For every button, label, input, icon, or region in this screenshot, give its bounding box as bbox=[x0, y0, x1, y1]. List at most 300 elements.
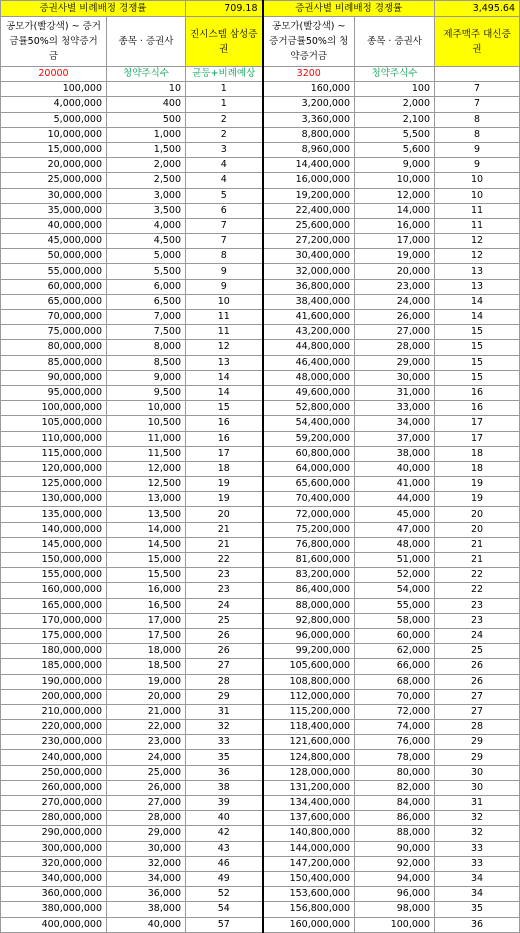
right-shares-cell: 68,000 bbox=[355, 674, 435, 689]
left-allocation-cell: 36 bbox=[186, 765, 263, 780]
table-row bbox=[1, 158, 520, 173]
right-allocation-cell: 22 bbox=[435, 583, 520, 598]
table-row bbox=[1, 811, 520, 826]
right-competition-rate: 3,495.64 bbox=[435, 1, 520, 17]
table-row bbox=[1, 780, 520, 795]
left-allocation-cell: 31 bbox=[186, 704, 263, 719]
left-deposit-cell: 45,000,000 bbox=[1, 234, 107, 249]
right-header-stock: 종목 · 증권사 bbox=[355, 17, 435, 67]
right-shares-cell: 14,000 bbox=[355, 203, 435, 218]
right-allocation-cell: 19 bbox=[435, 492, 520, 507]
left-method-label: 균등+비례예상 bbox=[186, 67, 263, 82]
left-shares-cell: 5,500 bbox=[107, 264, 186, 279]
left-deposit-cell: 145,000,000 bbox=[1, 537, 107, 552]
right-deposit-cell: 150,400,000 bbox=[263, 871, 355, 886]
left-allocation-cell: 14 bbox=[186, 370, 263, 385]
left-shares-cell: 40,000 bbox=[107, 917, 186, 932]
left-deposit-cell: 165,000,000 bbox=[1, 598, 107, 613]
left-deposit-cell: 120,000,000 bbox=[1, 461, 107, 476]
left-offer-price: 20000 bbox=[1, 67, 107, 82]
table-row bbox=[1, 750, 520, 765]
right-allocation-cell: 15 bbox=[435, 340, 520, 355]
left-shares-cell: 16,500 bbox=[107, 598, 186, 613]
right-method-label bbox=[435, 67, 520, 82]
left-deposit-cell: 60,000,000 bbox=[1, 279, 107, 294]
left-allocation-cell: 35 bbox=[186, 750, 263, 765]
left-shares-cell: 6,000 bbox=[107, 279, 186, 294]
right-allocation-cell: 11 bbox=[435, 218, 520, 233]
right-deposit-cell: 124,800,000 bbox=[263, 750, 355, 765]
table-row bbox=[1, 249, 520, 264]
right-deposit-cell: 54,400,000 bbox=[263, 416, 355, 431]
left-allocation-cell: 33 bbox=[186, 735, 263, 750]
left-deposit-cell: 180,000,000 bbox=[1, 644, 107, 659]
right-deposit-cell: 52,800,000 bbox=[263, 401, 355, 416]
left-allocation-cell: 5 bbox=[186, 188, 263, 203]
table-row bbox=[1, 279, 520, 294]
right-deposit-cell: 81,600,000 bbox=[263, 553, 355, 568]
left-shares-cell: 17,000 bbox=[107, 613, 186, 628]
left-shares-cell: 38,000 bbox=[107, 902, 186, 917]
table-row bbox=[1, 173, 520, 188]
left-shares-cell: 3,000 bbox=[107, 188, 186, 203]
table-row bbox=[1, 613, 520, 628]
right-allocation-cell: 15 bbox=[435, 370, 520, 385]
right-allocation-cell: 15 bbox=[435, 355, 520, 370]
right-allocation-cell: 25 bbox=[435, 644, 520, 659]
right-allocation-cell: 14 bbox=[435, 294, 520, 309]
table-row bbox=[1, 97, 520, 112]
right-shares-cell: 100,000 bbox=[355, 917, 435, 932]
left-shares-cell: 28,000 bbox=[107, 811, 186, 826]
left-deposit-cell: 110,000,000 bbox=[1, 431, 107, 446]
left-title: 증권사별 비례배정 경쟁률 bbox=[1, 1, 186, 17]
left-shares-cell: 4,000 bbox=[107, 218, 186, 233]
left-allocation-cell: 28 bbox=[186, 674, 263, 689]
left-allocation-cell: 2 bbox=[186, 112, 263, 127]
table-row bbox=[1, 264, 520, 279]
right-allocation-cell: 35 bbox=[435, 902, 520, 917]
right-shares-cell: 84,000 bbox=[355, 796, 435, 811]
table-row bbox=[1, 628, 520, 643]
right-allocation-cell: 21 bbox=[435, 537, 520, 552]
right-shares-label: 청약주식수 bbox=[355, 67, 435, 82]
left-allocation-cell: 16 bbox=[186, 431, 263, 446]
left-allocation-cell: 49 bbox=[186, 871, 263, 886]
table-row bbox=[1, 401, 520, 416]
right-shares-cell: 58,000 bbox=[355, 613, 435, 628]
right-deposit-cell: 96,000,000 bbox=[263, 628, 355, 643]
left-allocation-cell: 9 bbox=[186, 279, 263, 294]
table-row bbox=[1, 203, 520, 218]
right-deposit-cell: 105,600,000 bbox=[263, 659, 355, 674]
left-deposit-cell: 130,000,000 bbox=[1, 492, 107, 507]
right-shares-cell: 29,000 bbox=[355, 355, 435, 370]
left-shares-cell: 400 bbox=[107, 97, 186, 112]
right-shares-cell: 31,000 bbox=[355, 385, 435, 400]
right-allocation-cell: 34 bbox=[435, 887, 520, 902]
right-shares-cell: 74,000 bbox=[355, 720, 435, 735]
left-allocation-cell: 42 bbox=[186, 826, 263, 841]
right-allocation-cell: 17 bbox=[435, 416, 520, 431]
right-deposit-cell: 59,200,000 bbox=[263, 431, 355, 446]
table-row bbox=[1, 127, 520, 142]
left-allocation-cell: 3 bbox=[186, 142, 263, 157]
left-shares-cell: 36,000 bbox=[107, 887, 186, 902]
right-allocation-cell: 18 bbox=[435, 446, 520, 461]
left-shares-cell: 10,000 bbox=[107, 401, 186, 416]
right-allocation-cell: 18 bbox=[435, 461, 520, 476]
right-allocation-cell: 9 bbox=[435, 158, 520, 173]
right-title: 증권사별 비례배정 경쟁률 bbox=[263, 1, 435, 17]
left-deposit-cell: 80,000,000 bbox=[1, 340, 107, 355]
left-allocation-cell: 46 bbox=[186, 856, 263, 871]
right-deposit-cell: 99,200,000 bbox=[263, 644, 355, 659]
right-allocation-cell: 23 bbox=[435, 613, 520, 628]
right-deposit-cell: 83,200,000 bbox=[263, 568, 355, 583]
left-allocation-cell: 4 bbox=[186, 173, 263, 188]
left-deposit-cell: 100,000,000 bbox=[1, 401, 107, 416]
right-allocation-cell: 33 bbox=[435, 856, 520, 871]
left-allocation-cell: 9 bbox=[186, 264, 263, 279]
right-deposit-cell: 144,000,000 bbox=[263, 841, 355, 856]
left-deposit-cell: 15,000,000 bbox=[1, 142, 107, 157]
left-shares-cell: 9,000 bbox=[107, 370, 186, 385]
table-row bbox=[1, 234, 520, 249]
left-allocation-cell: 13 bbox=[186, 355, 263, 370]
table-row bbox=[1, 416, 520, 431]
right-deposit-cell: 64,000,000 bbox=[263, 461, 355, 476]
right-allocation-cell: 15 bbox=[435, 325, 520, 340]
table-row bbox=[1, 583, 520, 598]
left-shares-cell: 14,500 bbox=[107, 537, 186, 552]
right-deposit-cell: 30,400,000 bbox=[263, 249, 355, 264]
right-allocation-cell: 29 bbox=[435, 750, 520, 765]
left-deposit-cell: 115,000,000 bbox=[1, 446, 107, 461]
table-row bbox=[1, 188, 520, 203]
left-deposit-cell: 260,000,000 bbox=[1, 780, 107, 795]
right-allocation-cell: 32 bbox=[435, 826, 520, 841]
left-allocation-cell: 12 bbox=[186, 340, 263, 355]
left-header-stock: 종목 · 증권사 bbox=[107, 17, 186, 67]
left-deposit-cell: 35,000,000 bbox=[1, 203, 107, 218]
left-allocation-cell: 38 bbox=[186, 780, 263, 795]
left-deposit-cell: 30,000,000 bbox=[1, 188, 107, 203]
left-allocation-cell: 26 bbox=[186, 644, 263, 659]
left-deposit-cell: 50,000,000 bbox=[1, 249, 107, 264]
left-shares-cell: 22,000 bbox=[107, 720, 186, 735]
right-deposit-cell: 48,000,000 bbox=[263, 370, 355, 385]
left-allocation-cell: 20 bbox=[186, 507, 263, 522]
left-allocation-cell: 11 bbox=[186, 310, 263, 325]
left-shares-cell: 18,500 bbox=[107, 659, 186, 674]
left-deposit-cell: 270,000,000 bbox=[1, 796, 107, 811]
left-deposit-cell: 200,000,000 bbox=[1, 689, 107, 704]
left-shares-cell: 4,500 bbox=[107, 234, 186, 249]
left-allocation-cell: 11 bbox=[186, 325, 263, 340]
right-shares-cell: 48,000 bbox=[355, 537, 435, 552]
table-row bbox=[1, 704, 520, 719]
left-shares-cell: 32,000 bbox=[107, 856, 186, 871]
left-allocation-cell: 23 bbox=[186, 568, 263, 583]
right-shares-cell: 51,000 bbox=[355, 553, 435, 568]
right-shares-cell: 80,000 bbox=[355, 765, 435, 780]
left-header-deposit: 공모가(빨강색) ~ 증거금률50%의 청약증거금 bbox=[1, 17, 107, 67]
right-shares-cell: 2,100 bbox=[355, 112, 435, 127]
left-allocation-cell: 21 bbox=[186, 522, 263, 537]
right-deposit-cell: 160,000 bbox=[263, 82, 355, 97]
right-shares-cell: 40,000 bbox=[355, 461, 435, 476]
left-shares-cell: 12,000 bbox=[107, 461, 186, 476]
table-row bbox=[1, 856, 520, 871]
right-allocation-cell: 10 bbox=[435, 173, 520, 188]
right-allocation-cell: 26 bbox=[435, 659, 520, 674]
right-deposit-cell: 108,800,000 bbox=[263, 674, 355, 689]
right-allocation-cell: 8 bbox=[435, 112, 520, 127]
right-deposit-cell: 115,200,000 bbox=[263, 704, 355, 719]
right-shares-cell: 27,000 bbox=[355, 325, 435, 340]
left-shares-cell: 11,500 bbox=[107, 446, 186, 461]
right-shares-cell: 100 bbox=[355, 82, 435, 97]
left-shares-cell: 1,000 bbox=[107, 127, 186, 142]
left-deposit-cell: 105,000,000 bbox=[1, 416, 107, 431]
right-shares-cell: 44,000 bbox=[355, 492, 435, 507]
left-shares-cell: 10 bbox=[107, 82, 186, 97]
right-deposit-cell: 49,600,000 bbox=[263, 385, 355, 400]
left-deposit-cell: 75,000,000 bbox=[1, 325, 107, 340]
right-shares-cell: 52,000 bbox=[355, 568, 435, 583]
right-allocation-cell: 30 bbox=[435, 765, 520, 780]
right-deposit-cell: 153,600,000 bbox=[263, 887, 355, 902]
left-shares-cell: 30,000 bbox=[107, 841, 186, 856]
table-row bbox=[1, 887, 520, 902]
left-shares-cell: 500 bbox=[107, 112, 186, 127]
right-shares-cell: 92,000 bbox=[355, 856, 435, 871]
right-shares-cell: 78,000 bbox=[355, 750, 435, 765]
left-shares-cell: 19,000 bbox=[107, 674, 186, 689]
right-deposit-cell: 112,000,000 bbox=[263, 689, 355, 704]
left-shares-cell: 27,000 bbox=[107, 796, 186, 811]
right-shares-cell: 76,000 bbox=[355, 735, 435, 750]
left-allocation-cell: 54 bbox=[186, 902, 263, 917]
table-row bbox=[1, 826, 520, 841]
right-allocation-cell: 11 bbox=[435, 203, 520, 218]
right-deposit-cell: 46,400,000 bbox=[263, 355, 355, 370]
right-shares-cell: 45,000 bbox=[355, 507, 435, 522]
table-row bbox=[1, 765, 520, 780]
left-deposit-cell: 380,000,000 bbox=[1, 902, 107, 917]
right-allocation-cell: 29 bbox=[435, 735, 520, 750]
right-deposit-cell: 3,360,000 bbox=[263, 112, 355, 127]
right-allocation-cell: 28 bbox=[435, 720, 520, 735]
left-deposit-cell: 140,000,000 bbox=[1, 522, 107, 537]
left-shares-cell: 7,000 bbox=[107, 310, 186, 325]
right-allocation-cell: 23 bbox=[435, 598, 520, 613]
table-row bbox=[1, 689, 520, 704]
right-allocation-cell: 12 bbox=[435, 234, 520, 249]
left-allocation-cell: 7 bbox=[186, 234, 263, 249]
right-deposit-cell: 38,400,000 bbox=[263, 294, 355, 309]
left-shares-cell: 12,500 bbox=[107, 477, 186, 492]
left-allocation-cell: 18 bbox=[186, 461, 263, 476]
right-deposit-cell: 14,400,000 bbox=[263, 158, 355, 173]
right-allocation-cell: 27 bbox=[435, 704, 520, 719]
left-deposit-cell: 175,000,000 bbox=[1, 628, 107, 643]
left-deposit-cell: 185,000,000 bbox=[1, 659, 107, 674]
right-shares-cell: 17,000 bbox=[355, 234, 435, 249]
right-deposit-cell: 88,000,000 bbox=[263, 598, 355, 613]
right-deposit-cell: 160,000,000 bbox=[263, 917, 355, 932]
left-allocation-cell: 27 bbox=[186, 659, 263, 674]
right-allocation-cell: 19 bbox=[435, 477, 520, 492]
left-allocation-cell: 6 bbox=[186, 203, 263, 218]
left-allocation-cell: 17 bbox=[186, 446, 263, 461]
right-shares-cell: 70,000 bbox=[355, 689, 435, 704]
table-row bbox=[1, 492, 520, 507]
left-shares-cell: 20,000 bbox=[107, 689, 186, 704]
right-allocation-cell: 16 bbox=[435, 385, 520, 400]
table-row bbox=[1, 507, 520, 522]
left-deposit-cell: 20,000,000 bbox=[1, 158, 107, 173]
left-shares-cell: 13,000 bbox=[107, 492, 186, 507]
left-deposit-cell: 95,000,000 bbox=[1, 385, 107, 400]
right-shares-cell: 10,000 bbox=[355, 173, 435, 188]
right-allocation-cell: 31 bbox=[435, 796, 520, 811]
left-shares-cell: 17,500 bbox=[107, 628, 186, 643]
left-allocation-cell: 1 bbox=[186, 97, 263, 112]
table-row bbox=[1, 902, 520, 917]
right-deposit-cell: 27,200,000 bbox=[263, 234, 355, 249]
left-deposit-cell: 40,000,000 bbox=[1, 218, 107, 233]
right-shares-cell: 28,000 bbox=[355, 340, 435, 355]
left-shares-cell: 8,500 bbox=[107, 355, 186, 370]
sub-header-row bbox=[1, 67, 520, 82]
right-shares-cell: 62,000 bbox=[355, 644, 435, 659]
left-shares-cell: 8,000 bbox=[107, 340, 186, 355]
right-shares-cell: 38,000 bbox=[355, 446, 435, 461]
right-allocation-cell: 20 bbox=[435, 507, 520, 522]
left-deposit-cell: 4,000,000 bbox=[1, 97, 107, 112]
left-deposit-cell: 230,000,000 bbox=[1, 735, 107, 750]
table-row bbox=[1, 112, 520, 127]
right-shares-cell: 96,000 bbox=[355, 887, 435, 902]
header-row bbox=[1, 17, 520, 67]
table-row bbox=[1, 355, 520, 370]
right-allocation-cell: 16 bbox=[435, 401, 520, 416]
left-deposit-cell: 250,000,000 bbox=[1, 765, 107, 780]
left-deposit-cell: 220,000,000 bbox=[1, 720, 107, 735]
left-shares-cell: 34,000 bbox=[107, 871, 186, 886]
right-deposit-cell: 134,400,000 bbox=[263, 796, 355, 811]
right-deposit-cell: 25,600,000 bbox=[263, 218, 355, 233]
right-shares-cell: 26,000 bbox=[355, 310, 435, 325]
table-row bbox=[1, 218, 520, 233]
left-deposit-cell: 25,000,000 bbox=[1, 173, 107, 188]
right-shares-cell: 33,000 bbox=[355, 401, 435, 416]
left-shares-cell: 21,000 bbox=[107, 704, 186, 719]
left-shares-cell: 14,000 bbox=[107, 522, 186, 537]
right-shares-cell: 24,000 bbox=[355, 294, 435, 309]
left-deposit-cell: 85,000,000 bbox=[1, 355, 107, 370]
left-allocation-cell: 2 bbox=[186, 127, 263, 142]
right-header-deposit: 공모가(빨강색) ~ 증거금률50%의 청약증거금 bbox=[263, 17, 355, 67]
table-row bbox=[1, 553, 520, 568]
table-row bbox=[1, 917, 520, 932]
right-allocation-cell: 24 bbox=[435, 628, 520, 643]
right-allocation-cell: 7 bbox=[435, 97, 520, 112]
right-shares-cell: 5,600 bbox=[355, 142, 435, 157]
right-shares-cell: 9,000 bbox=[355, 158, 435, 173]
table-row bbox=[1, 325, 520, 340]
left-allocation-cell: 57 bbox=[186, 917, 263, 932]
right-deposit-cell: 19,200,000 bbox=[263, 188, 355, 203]
left-shares-label: 청약주식수 bbox=[107, 67, 186, 82]
right-allocation-cell: 34 bbox=[435, 871, 520, 886]
left-shares-cell: 13,500 bbox=[107, 507, 186, 522]
right-deposit-cell: 118,400,000 bbox=[263, 720, 355, 735]
left-allocation-cell: 23 bbox=[186, 583, 263, 598]
right-deposit-cell: 44,800,000 bbox=[263, 340, 355, 355]
title-row bbox=[1, 1, 520, 17]
left-allocation-cell: 22 bbox=[186, 553, 263, 568]
right-allocation-cell: 32 bbox=[435, 811, 520, 826]
right-allocation-cell: 13 bbox=[435, 264, 520, 279]
left-shares-cell: 29,000 bbox=[107, 826, 186, 841]
right-deposit-cell: 121,600,000 bbox=[263, 735, 355, 750]
left-allocation-cell: 24 bbox=[186, 598, 263, 613]
right-deposit-cell: 156,800,000 bbox=[263, 902, 355, 917]
right-deposit-cell: 140,800,000 bbox=[263, 826, 355, 841]
right-deposit-cell: 8,960,000 bbox=[263, 142, 355, 157]
right-deposit-cell: 3,200,000 bbox=[263, 97, 355, 112]
right-deposit-cell: 137,600,000 bbox=[263, 811, 355, 826]
right-shares-cell: 47,000 bbox=[355, 522, 435, 537]
left-allocation-cell: 43 bbox=[186, 841, 263, 856]
right-allocation-cell: 7 bbox=[435, 82, 520, 97]
right-shares-cell: 12,000 bbox=[355, 188, 435, 203]
table-row bbox=[1, 385, 520, 400]
left-shares-cell: 2,000 bbox=[107, 158, 186, 173]
right-shares-cell: 55,000 bbox=[355, 598, 435, 613]
right-shares-cell: 54,000 bbox=[355, 583, 435, 598]
left-allocation-cell: 29 bbox=[186, 689, 263, 704]
right-deposit-cell: 70,400,000 bbox=[263, 492, 355, 507]
right-shares-cell: 98,000 bbox=[355, 902, 435, 917]
right-shares-cell: 88,000 bbox=[355, 826, 435, 841]
right-deposit-cell: 8,800,000 bbox=[263, 127, 355, 142]
table-row bbox=[1, 644, 520, 659]
right-shares-cell: 34,000 bbox=[355, 416, 435, 431]
right-allocation-cell: 12 bbox=[435, 249, 520, 264]
left-deposit-cell: 400,000,000 bbox=[1, 917, 107, 932]
table-row bbox=[1, 446, 520, 461]
table-row bbox=[1, 522, 520, 537]
left-deposit-cell: 190,000,000 bbox=[1, 674, 107, 689]
right-offer-price: 3200 bbox=[263, 67, 355, 82]
right-deposit-cell: 128,000,000 bbox=[263, 765, 355, 780]
left-shares-cell: 5,000 bbox=[107, 249, 186, 264]
left-allocation-cell: 26 bbox=[186, 628, 263, 643]
left-shares-cell: 1,500 bbox=[107, 142, 186, 157]
left-shares-cell: 11,000 bbox=[107, 431, 186, 446]
right-deposit-cell: 36,800,000 bbox=[263, 279, 355, 294]
left-shares-cell: 7,500 bbox=[107, 325, 186, 340]
right-deposit-cell: 92,800,000 bbox=[263, 613, 355, 628]
right-allocation-cell: 9 bbox=[435, 142, 520, 157]
right-shares-cell: 82,000 bbox=[355, 780, 435, 795]
right-allocation-cell: 30 bbox=[435, 780, 520, 795]
table-row bbox=[1, 568, 520, 583]
